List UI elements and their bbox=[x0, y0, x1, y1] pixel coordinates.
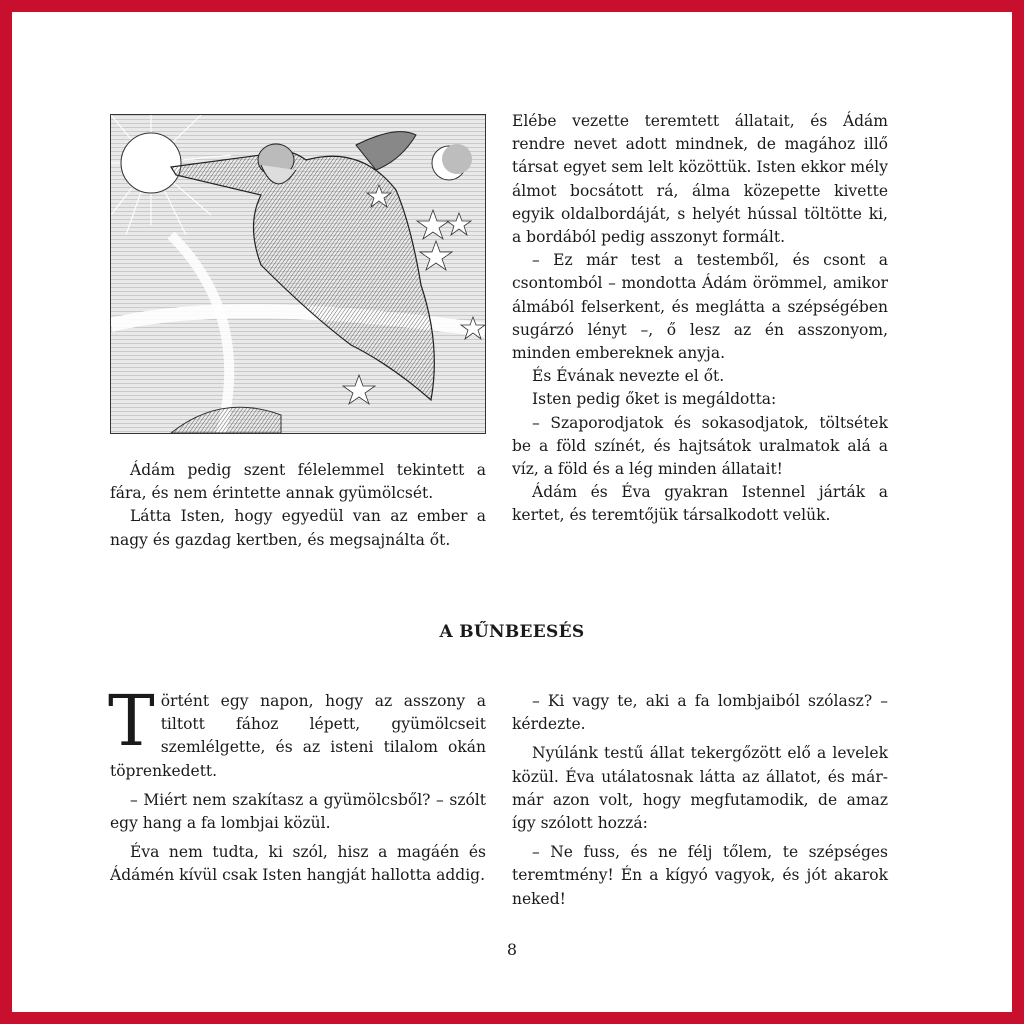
text-paragraph: Ádám és Éva gyakran Istennel járták a kertet, és teremtőjük társalkodott velük. bbox=[512, 483, 888, 525]
text-paragraph: Isten pedig őket is megáldotta: bbox=[532, 390, 777, 409]
text-paragraph: Elébe vezette teremtett állatait, és Ádám rendre nevet adott mindnek, de magához illő társat egyet sem lelt közöttük. Isten ekkor mély álmot bocsátott rá, álma közepette kivette egyik oldalbordáját, s helyét hússal töltötte ki, a bordából pedig asszonyt formált. bbox=[512, 112, 888, 247]
creation-engraving-icon bbox=[110, 114, 486, 434]
bottom-left-column bbox=[108, 680, 486, 894]
bottom-right-column bbox=[512, 690, 888, 917]
page-number: 8 bbox=[506, 940, 518, 959]
text-paragraph: – Miért nem szakítasz a gyümölcsből? – szólt egy hang a fa lombjai közül. bbox=[110, 790, 486, 833]
text-paragraph: – Ez már test a testemből, és csont a csontomból – mondotta Ádám örömmel, amikor álmából felserkent, és meglátta a szépségében sugárzó lényt –, ő lesz az én asszonyom, minden embereknek anyja. bbox=[512, 251, 888, 363]
text-paragraph: – Ki vagy te, aki a fa lombjaiból szólasz? – kérdezte. bbox=[512, 692, 888, 734]
text-paragraph: És Évának nevezte el őt. bbox=[532, 367, 725, 386]
section-title: A BŰNBEESÉS bbox=[439, 622, 585, 642]
text-paragraph: Ádám pedig szent félelemmel tekintett a fára, és nem érintette annak gyümölcsét. bbox=[110, 461, 486, 503]
text-paragraph: Nyúlánk testű állat tekergőzött elő a levelek közül. Éva utálatosnak látta az állatot, és már-már azon volt, hogy megfutamodik, de amaz így szólott hozzá: bbox=[512, 744, 888, 833]
text-paragraph: örtént egy napon, hogy az asszony a tiltott fához lépett, gyümölcseit szemlélgette, és az isteni tilalom okán töprenkedett. bbox=[110, 692, 486, 780]
top-right-column bbox=[512, 110, 888, 528]
text-paragraph: Látta Isten, hogy egyedül van az ember a nagy és gazdag kertben, és megsajnálta őt. bbox=[110, 507, 486, 549]
top-left-column bbox=[110, 459, 486, 552]
text-paragraph: – Ne fuss, és ne félj tőlem, te szépséges teremtmény! Én a kígyó vagyok, és jót akarok neked! bbox=[512, 843, 888, 908]
text-paragraph: – Szaporodjatok és sokasodjatok, töltsétek be a föld színét, és hajtsátok uralmatok alá a víz, a föld és a lég minden állatait! bbox=[512, 413, 888, 479]
text-paragraph: Éva nem tudta, ki szól, hisz a magáén és Ádámén kívül csak Isten hangját hallotta addig. bbox=[110, 843, 486, 885]
drop-cap: T bbox=[108, 680, 155, 762]
first-paragraph bbox=[108, 680, 486, 783]
